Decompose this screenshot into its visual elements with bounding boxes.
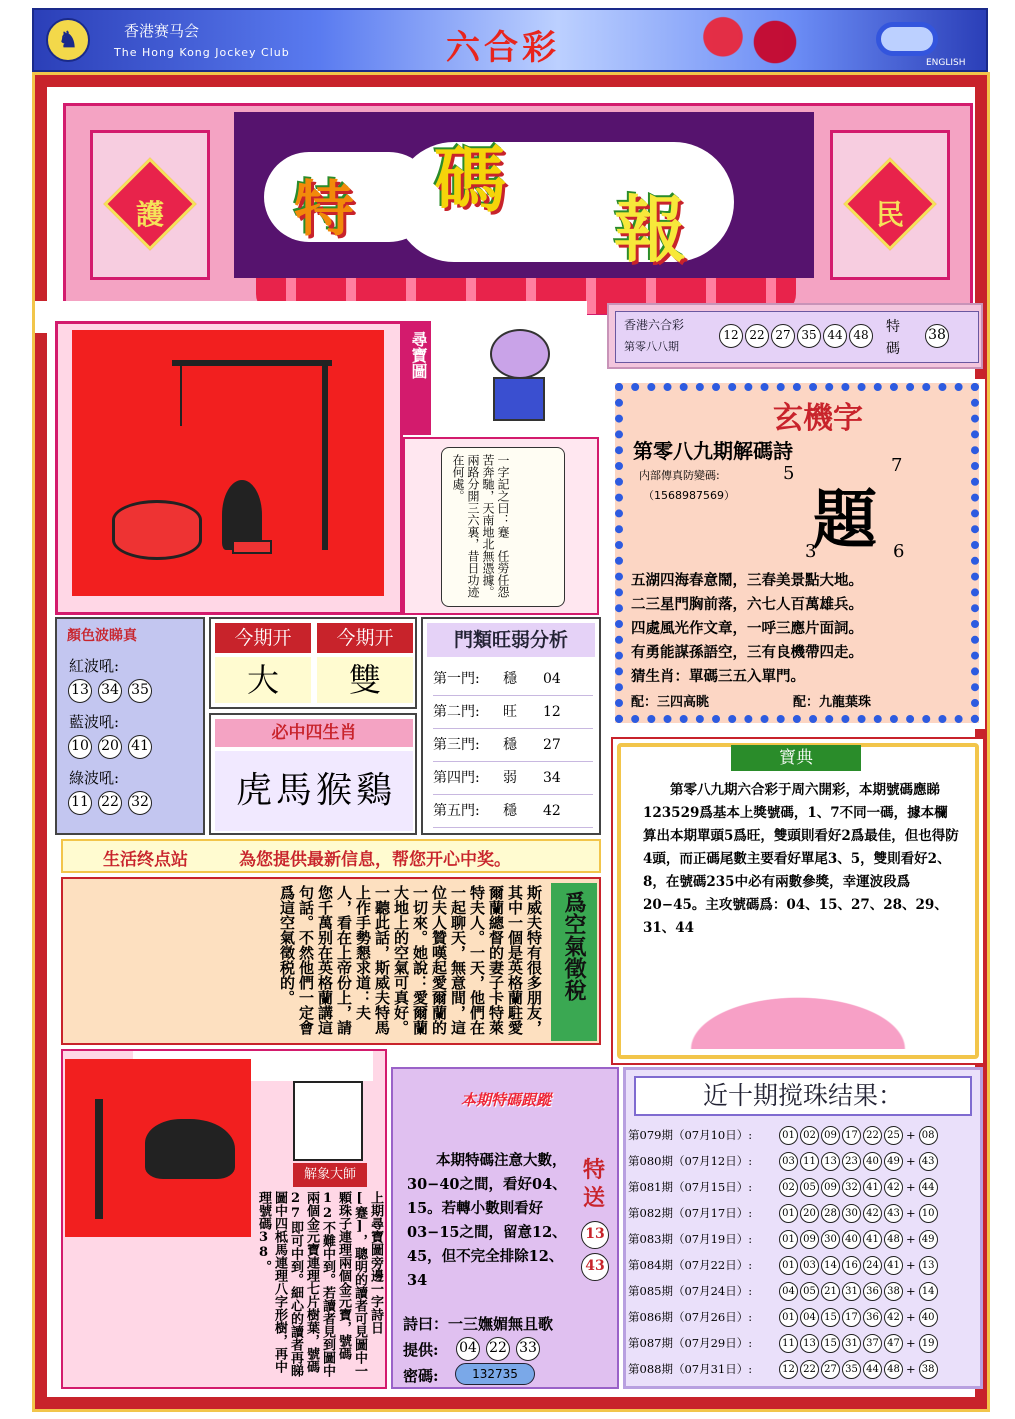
mystery-code: （1568987569） [643, 489, 735, 502]
recent-period: 第086期（07月26日）: [628, 1310, 753, 1324]
english-link[interactable]: ENGLISH [926, 58, 966, 68]
red-wave-ball: 35 [128, 679, 152, 703]
door-cell: 第四門: [433, 770, 480, 786]
mystery-line: 有勇能謀孫語空，三有良機帶四走。 [631, 644, 863, 661]
right-lantern [830, 130, 950, 280]
recent-results-title: 近十期搅珠结果： [634, 1076, 972, 1116]
door-cell: 第三門: [433, 737, 480, 753]
banner-char-ma: 碼 [434, 137, 507, 222]
recent-ball: 12 [779, 1360, 798, 1379]
right-lantern-char: 民 [875, 198, 904, 231]
door-cell: 第五門: [433, 803, 480, 819]
recent-row [628, 1122, 980, 1148]
door-cell: 12 [543, 704, 561, 720]
book-icon [293, 1081, 363, 1161]
mystery-num-br: 6 [893, 541, 905, 562]
well-rope [180, 366, 182, 426]
zodiac-title: 必中四生肖 [215, 719, 413, 747]
blue-wave-ball: 41 [128, 735, 152, 759]
recent-ball: 22 [863, 1126, 882, 1145]
recent-ball: 11 [779, 1334, 798, 1353]
door-cell: 第二門: [433, 704, 480, 720]
zodiac-box [209, 713, 417, 835]
banner-center [234, 112, 814, 278]
zodiac-char: 猴 [316, 770, 353, 811]
recent-ball: 40 [842, 1230, 861, 1249]
story-text-wrap [173, 885, 543, 1041]
recent-ball: 16 [842, 1256, 861, 1275]
mascot-body-icon [493, 377, 545, 421]
recent-ball: 40 [863, 1152, 882, 1171]
mystery-inner [615, 383, 979, 723]
recent-ball: 13 [800, 1334, 819, 1353]
well-icon [112, 500, 202, 560]
mystery-poem-title: 第零八九期解碼詩 [633, 439, 793, 463]
lotus-image [673, 989, 923, 1049]
result-number-ball: 22 [745, 324, 769, 348]
password-label: 密碼: [403, 1367, 439, 1385]
scroll-paper [441, 447, 565, 607]
this-period-size: 大 [215, 657, 311, 703]
door-row [433, 762, 593, 795]
plus-sign: + [906, 1154, 916, 1168]
mystery-box [611, 379, 985, 729]
door-cell: 穩 [503, 737, 517, 753]
recent-ball: 25 [884, 1126, 903, 1145]
recent-results-box [623, 1067, 983, 1389]
recent-ball: 22 [800, 1360, 819, 1379]
recent-special-ball: 43 [919, 1152, 938, 1171]
recent-ball: 20 [800, 1204, 819, 1223]
recent-ball: 24 [863, 1256, 882, 1275]
special-track-title: 本期特碼跟蹤 [460, 1091, 551, 1109]
red-wave-label: 紅波吼: [69, 657, 120, 675]
buffalo-icon [145, 1119, 235, 1179]
plus-sign: + [906, 1232, 916, 1246]
door-analysis-rows [433, 663, 593, 828]
mystery-num-tl: 5 [783, 463, 795, 484]
recent-ball: 15 [821, 1308, 840, 1327]
mystery-code-label: 内部傳真防變碼: [639, 469, 720, 482]
recent-results-rows [628, 1122, 980, 1382]
recent-row [628, 1226, 980, 1252]
scroll-text: 一字記之曰：蹇 任勞任怨苦奔馳，天南地北無憑據。兩路分開三六裏，昔日功迹在何處。 [451, 454, 510, 598]
plus-sign: + [906, 1180, 916, 1194]
recent-ball: 37 [863, 1334, 882, 1353]
recent-ball: 02 [800, 1126, 819, 1145]
dream-text: 上期尋寶圖旁邊一字詩日[蹇]，聰明的讀者可見圖中一顆珠子連理兩個金元寶，號碼12不難中到。若讀者見到圖中兩個金元寶連理七片樹葉，號碼27即可中到。細心的讀者再睇圖中四柢馬連理八字形樹，再中理號碼38。 [256, 1191, 383, 1377]
recent-ball: 01 [779, 1204, 798, 1223]
recent-ball: 42 [884, 1308, 903, 1327]
door-row [433, 795, 593, 828]
green-wave-ball: 22 [98, 791, 122, 815]
recent-ball: 01 [779, 1256, 798, 1275]
provide-label: 提供: [403, 1341, 439, 1359]
special-send-1: 特 [583, 1157, 606, 1183]
door-cell: 旺 [503, 704, 517, 720]
recent-ball: 04 [779, 1282, 798, 1301]
mystery-big-char: 題 [813, 483, 877, 558]
provide-ball: 22 [486, 1337, 510, 1361]
this-period-parity: 雙 [317, 657, 413, 703]
door-cell: 27 [543, 737, 561, 753]
last-result [607, 303, 983, 369]
page-title: 六合彩 [446, 28, 560, 68]
this-period-box [209, 617, 417, 709]
mascot [435, 321, 599, 435]
result-number-ball: 48 [849, 324, 873, 348]
zodiac-chars [215, 751, 413, 831]
recent-row [628, 1200, 980, 1226]
life-station-slogan: 為您提供最新信息，帮您开心中奖。 [239, 850, 511, 870]
banner-char-bao: 報 [614, 187, 687, 272]
door-cell: 穩 [503, 671, 517, 687]
recent-ball: 41 [884, 1256, 903, 1275]
recent-row [628, 1356, 980, 1382]
recent-ball: 21 [821, 1282, 840, 1301]
recent-ball: 09 [800, 1230, 819, 1249]
last-result-numbers [718, 324, 874, 348]
password-value: 132735 [455, 1363, 535, 1385]
recent-special-ball: 40 [919, 1308, 938, 1327]
special-send-numbers [581, 1217, 609, 1285]
plus-sign: + [906, 1206, 916, 1220]
door-analysis-box [421, 617, 601, 835]
well-post [322, 360, 328, 550]
mystery-pei1: 配：三四高眺 [631, 695, 710, 710]
recent-ball: 42 [863, 1204, 882, 1223]
recent-special-ball: 49 [919, 1230, 938, 1249]
special-send-ball: 13 [581, 1221, 609, 1249]
recent-special-ball: 08 [919, 1126, 938, 1145]
recent-ball: 31 [842, 1334, 861, 1353]
plus-sign: + [906, 1362, 916, 1376]
dream-text-wrap [193, 1191, 383, 1387]
door-analysis-title: 門類旺弱分析 [427, 623, 595, 657]
hkjc-english-name: The Hong Kong Jockey Club [114, 46, 290, 59]
recent-ball: 05 [800, 1178, 819, 1197]
tree-icon [95, 1099, 103, 1219]
blue-wave-ball: 20 [98, 735, 122, 759]
green-wave-ball: 11 [68, 791, 92, 815]
life-station-label: 生活终点站 [103, 850, 188, 870]
green-wave-numbers [65, 791, 155, 815]
recent-period: 第087期（07月29日）: [628, 1336, 753, 1350]
poem-scroll [403, 437, 599, 615]
treasure-map [55, 321, 403, 615]
left-lantern-char: 護 [135, 198, 164, 231]
provide-numbers [453, 1337, 543, 1361]
recent-period: 第080期（07月12日）: [628, 1154, 753, 1168]
recent-period: 第083期（07月19日）: [628, 1232, 753, 1246]
plus-sign: + [906, 1336, 916, 1350]
plus-sign: + [906, 1284, 916, 1298]
blue-wave-label: 藍波吼: [69, 713, 120, 731]
recent-ball: 03 [800, 1256, 819, 1275]
recent-ball: 15 [821, 1334, 840, 1353]
result-number-ball: 35 [797, 324, 821, 348]
special-label-1: 特 [886, 319, 900, 335]
recent-ball: 47 [884, 1334, 903, 1353]
door-cell: 34 [543, 770, 561, 786]
special-send-2: 送 [583, 1185, 606, 1211]
special-poem: 詩曰：一三嫵媚無且歌 [403, 1315, 554, 1333]
recent-ball: 48 [884, 1230, 903, 1249]
recent-row [628, 1278, 980, 1304]
this-period-label-1: 今期开 [215, 623, 311, 653]
dream-label: 解象大師 [293, 1163, 367, 1187]
recent-ball: 35 [842, 1360, 861, 1379]
green-wave-ball: 32 [128, 791, 152, 815]
recent-ball: 48 [884, 1360, 903, 1379]
treasure-map-label: 尋寶圖 [403, 321, 431, 435]
mystery-line: 四處風光作文章，一呼三應片面詞。 [631, 620, 863, 637]
last-result-period: 第零八八期 [624, 340, 679, 353]
recent-special-ball: 44 [919, 1178, 938, 1197]
mascot-head-icon [490, 329, 550, 379]
recent-special-ball: 13 [919, 1256, 938, 1275]
recent-ball: 28 [821, 1204, 840, 1223]
zodiac-char: 鷄 [356, 770, 393, 811]
top-bar [32, 8, 988, 72]
recent-ball: 30 [821, 1230, 840, 1249]
recent-special-ball: 14 [919, 1282, 938, 1301]
mystery-line: 二三星門胸前落，六七人百萬雄兵。 [631, 596, 863, 613]
story-title-box [551, 883, 597, 1041]
recent-row [628, 1330, 980, 1356]
plus-sign: + [906, 1258, 916, 1272]
treasure-book-text: 第零八九期六合彩于周六開彩，本期號碼應睇123529爲基本上獎號碼，1、7不同一碼，據本欄算出本期單頭5爲旺，雙頭則看好2爲最佳，但也得防4頭，而正碼尾數主要看好單尾3、5，雙則看好2、8，在號碼235中必有兩數參獎，幸運波段爲20−45。主攻號碼爲：04、15、27、28、29、31、44 [643, 782, 959, 936]
plus-sign: + [906, 1128, 916, 1142]
main-frame [32, 72, 990, 1412]
provide-ball: 33 [516, 1337, 540, 1361]
recent-period: 第081期（07月15日）: [628, 1180, 753, 1194]
recent-row [628, 1148, 980, 1174]
recent-row [628, 1174, 980, 1200]
zodiac-char: 馬 [275, 770, 312, 811]
recent-ball: 43 [884, 1204, 903, 1223]
door-cell: 穩 [503, 803, 517, 819]
story-title: 爲空氣徵稅 [561, 891, 587, 1001]
hkjc-logo-icon[interactable]: ♞ [46, 18, 90, 62]
mystery-line: 猜生肖：單碼三五入單門。 [631, 668, 805, 685]
treasure-map-image [72, 330, 384, 596]
recent-ball: 04 [800, 1308, 819, 1327]
story-text: 斯威夫特有很多朋友，其中一個是英格蘭駐愛爾蘭總督的妻子卡特萊特夫人。一天，他們在一起聊天，無意間，這位夫人贊嘆起愛爾蘭的一切來。她說：愛爾蘭大地上的空氣可真好。一聽此話，斯威夫特馬上作手勢懇求道：夫人，看在上帝份上，請您千萬别在英格蘭講這句話。不然他們一定會爲這空氣徵税的。 [278, 885, 543, 1035]
last-result-title: 香港六合彩 [624, 318, 685, 332]
recent-ball: 09 [821, 1178, 840, 1197]
recent-special-ball: 38 [919, 1360, 938, 1379]
result-number-ball: 44 [823, 324, 847, 348]
blue-wave-ball: 10 [68, 735, 92, 759]
door-cell: 42 [543, 803, 561, 819]
door-row [433, 729, 593, 762]
red-wave-ball: 13 [68, 679, 92, 703]
recent-ball: 49 [884, 1152, 903, 1171]
result-number-ball: 12 [719, 324, 743, 348]
recent-special-ball: 19 [919, 1334, 938, 1353]
red-wave-numbers [65, 679, 155, 703]
ingot-icon [232, 540, 272, 554]
last-result-inner [615, 311, 979, 363]
this-period-label-2: 今期开 [317, 623, 413, 653]
recent-period: 第085期（07月24日）: [628, 1284, 753, 1298]
banner-char-te: 特 [294, 175, 354, 245]
door-row [433, 696, 593, 729]
special-send-ball: 43 [581, 1253, 609, 1281]
door-cell: 弱 [503, 770, 517, 786]
result-number-ball: 27 [771, 324, 795, 348]
red-wave-ball: 34 [98, 679, 122, 703]
recent-ball: 01 [779, 1230, 798, 1249]
mystery-num-tr: 7 [891, 455, 903, 476]
recent-ball: 30 [842, 1204, 861, 1223]
recent-period: 第082期（07月17日）: [628, 1206, 753, 1220]
provide-ball: 04 [456, 1337, 480, 1361]
story-box [61, 877, 601, 1045]
horses-image [684, 16, 814, 68]
door-cell: 第一門: [433, 671, 480, 687]
door-row [433, 663, 593, 696]
zodiac-char: 虎 [235, 770, 272, 811]
blue-wave-numbers [65, 735, 155, 759]
recent-period: 第079期（07月10日）: [628, 1128, 753, 1142]
recent-ball: 05 [800, 1282, 819, 1301]
green-wave-label: 綠波吼: [69, 769, 120, 787]
recent-ball: 23 [842, 1152, 861, 1171]
color-wave-box [55, 617, 205, 835]
plus-sign: + [906, 1310, 916, 1324]
special-track-box [391, 1067, 619, 1389]
mystery-heading: 玄機字 [773, 401, 863, 436]
well-beam [172, 360, 332, 366]
recent-ball: 27 [821, 1360, 840, 1379]
mystery-line: 五湖四海春意鬧，三春美景點大地。 [631, 572, 863, 589]
special-label-2: 碼 [886, 341, 900, 357]
recent-special-ball: 10 [919, 1204, 938, 1223]
mystery-pei2: 配：九龍葉珠 [793, 695, 872, 710]
treasure-book-title: 寶典 [731, 745, 861, 771]
english-logo-icon[interactable] [876, 22, 938, 56]
recent-ball: 32 [842, 1178, 861, 1197]
recent-row [628, 1304, 980, 1330]
color-wave-title: 顏色波睇真 [67, 628, 137, 644]
last-result-special: 38 [925, 324, 949, 348]
life-station-banner [61, 839, 601, 873]
mystery-lines [631, 569, 971, 689]
recent-ball: 42 [884, 1178, 903, 1197]
recent-period: 第088期（07月31日）: [628, 1362, 753, 1376]
recent-period: 第084期（07月22日）: [628, 1258, 753, 1272]
recent-ball: 11 [800, 1152, 819, 1171]
mystery-num-bl: 3 [805, 541, 817, 562]
recent-ball: 36 [863, 1282, 882, 1301]
treasure-book-box [611, 737, 985, 1065]
recent-ball: 44 [863, 1360, 882, 1379]
recent-ball: 13 [821, 1152, 840, 1171]
recent-row [628, 1252, 980, 1278]
recent-ball: 17 [842, 1308, 861, 1327]
recent-ball: 02 [779, 1178, 798, 1197]
recent-ball: 17 [842, 1126, 861, 1145]
special-track-text: 本期特碼注意大數，30−40之間，看好04、15。若轉小數則看好03−15之間，留意12、45，但不完全排除12、34 [407, 1152, 567, 1289]
recent-ball: 41 [863, 1230, 882, 1249]
door-cell: 04 [543, 671, 561, 687]
recent-ball: 09 [821, 1126, 840, 1145]
hkjc-chinese-name: 香港赛马会 [124, 22, 200, 40]
recent-ball: 38 [884, 1282, 903, 1301]
recent-ball: 03 [779, 1152, 798, 1171]
dream-box [61, 1049, 387, 1389]
inner-page [47, 87, 975, 1397]
recent-ball: 01 [779, 1308, 798, 1327]
recent-ball: 31 [842, 1282, 861, 1301]
banner [63, 103, 973, 315]
recent-ball: 36 [863, 1308, 882, 1327]
recent-ball: 41 [863, 1178, 882, 1197]
left-lantern [90, 130, 210, 280]
recent-ball: 01 [779, 1126, 798, 1145]
recent-ball: 14 [821, 1256, 840, 1275]
